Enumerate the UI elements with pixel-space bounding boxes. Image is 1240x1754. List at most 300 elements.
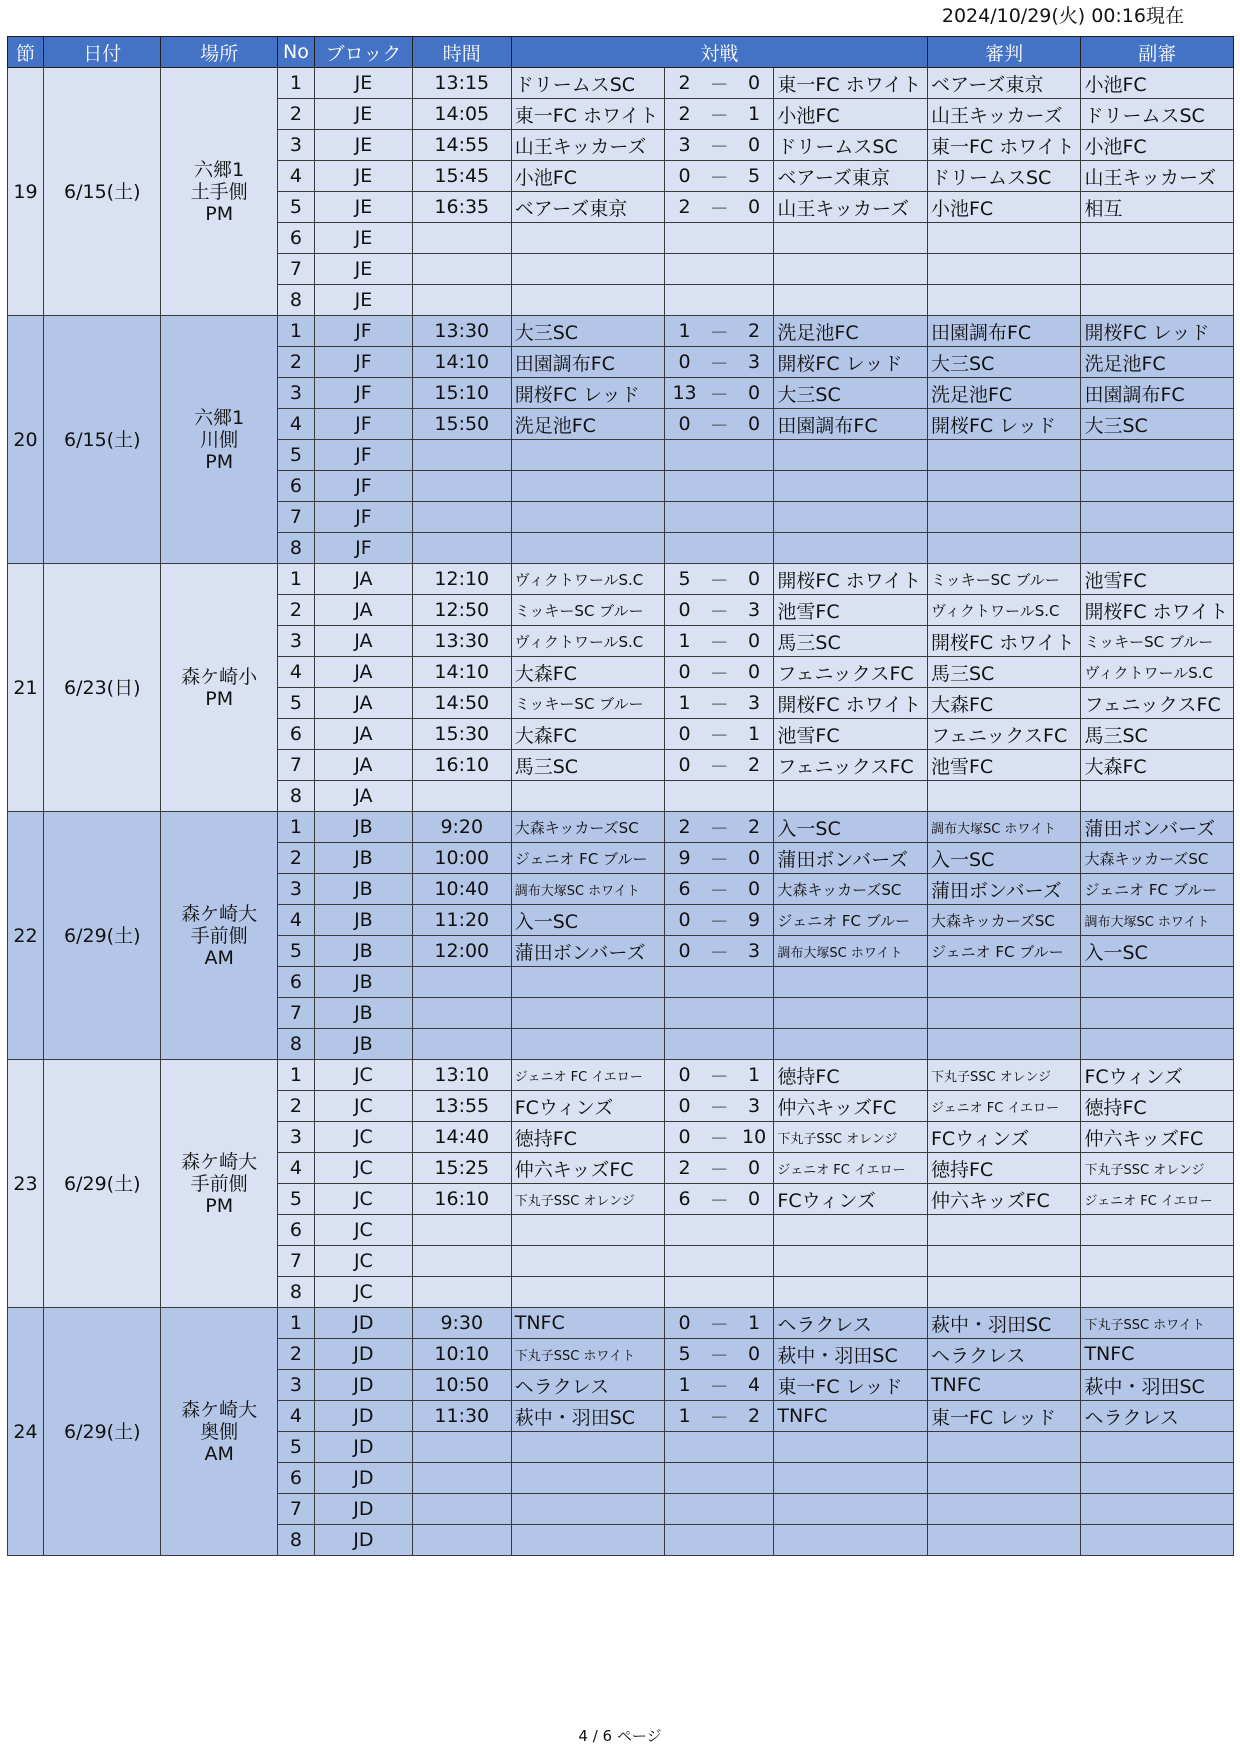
away-team-cell: 洗足池FC (774, 316, 928, 347)
away-score-cell: 0 (735, 626, 774, 657)
score-dash-cell: － (704, 1091, 735, 1122)
block-cell: JB (314, 905, 412, 936)
score-dash-cell (704, 1215, 735, 1246)
home-team-cell: ジェニオ FC イエロー (511, 1060, 665, 1091)
table-row (8, 68, 1234, 99)
place-cell (161, 68, 277, 316)
date-cell: 6/15(土) (44, 68, 161, 316)
date-cell: 6/29(土) (44, 1060, 161, 1308)
home-score-cell: 3 (665, 130, 704, 161)
time-cell: 12:10 (412, 564, 511, 595)
assistant-cell (1081, 998, 1234, 1029)
home-team-cell: 大森FC (511, 719, 665, 750)
score-dash-cell: － (704, 161, 735, 192)
block-cell: JA (314, 781, 412, 812)
home-team-cell: 徳持FC (511, 1122, 665, 1153)
no-cell: 3 (277, 1370, 314, 1401)
score-dash-cell (704, 998, 735, 1029)
home-team-cell: 田園調布FC (511, 347, 665, 378)
assistant-cell: 洗足池FC (1081, 347, 1234, 378)
away-team-cell: ベアーズ東京 (774, 161, 928, 192)
referee-cell (927, 967, 1081, 998)
referee-cell (927, 1525, 1081, 1556)
score-dash-cell (704, 502, 735, 533)
no-cell: 7 (277, 1494, 314, 1525)
no-cell: 1 (277, 564, 314, 595)
score-dash-cell (704, 1432, 735, 1463)
time-cell: 10:10 (412, 1339, 511, 1370)
home-score-cell: 2 (665, 192, 704, 223)
assistant-cell: 池雪FC (1081, 564, 1234, 595)
score-dash-cell: － (704, 192, 735, 223)
home-team-cell: ミッキーSC ブルー (511, 688, 665, 719)
header-place: 場所 (161, 37, 277, 68)
score-dash-cell (704, 1029, 735, 1060)
away-score-cell: 0 (735, 564, 774, 595)
no-cell: 5 (277, 192, 314, 223)
place-cell (161, 1060, 277, 1308)
header-row (8, 37, 1234, 68)
home-team-cell: 洗足池FC (511, 409, 665, 440)
home-team-cell: ジェニオ FC ブルー (511, 843, 665, 874)
time-cell (412, 440, 511, 471)
schedule-body (8, 68, 1234, 1556)
block-cell: JE (314, 130, 412, 161)
assistant-cell (1081, 1029, 1234, 1060)
home-score-cell: 0 (665, 750, 704, 781)
assistant-cell: 田園調布FC (1081, 378, 1234, 409)
away-team-cell: 大三SC (774, 378, 928, 409)
no-cell: 4 (277, 1401, 314, 1432)
referee-cell (927, 533, 1081, 564)
no-cell: 3 (277, 874, 314, 905)
away-team-cell: ジェニオ FC ブルー (774, 905, 928, 936)
no-cell: 8 (277, 781, 314, 812)
home-team-cell (511, 285, 665, 316)
assistant-cell (1081, 223, 1234, 254)
home-score-cell (665, 1277, 704, 1308)
block-cell: JC (314, 1122, 412, 1153)
no-cell: 2 (277, 99, 314, 130)
time-cell: 15:25 (412, 1153, 511, 1184)
home-team-cell: 小池FC (511, 161, 665, 192)
assistant-cell: 馬三SC (1081, 719, 1234, 750)
home-score-cell (665, 1432, 704, 1463)
home-team-cell (511, 1525, 665, 1556)
time-cell: 10:50 (412, 1370, 511, 1401)
score-dash-cell: － (704, 1370, 735, 1401)
place-line: 土手側 (190, 180, 248, 203)
referee-cell: フェニックスFC (927, 719, 1081, 750)
assistant-cell: 小池FC (1081, 130, 1234, 161)
score-dash-cell: － (704, 99, 735, 130)
away-team-cell: 開桜FC ホワイト (774, 564, 928, 595)
block-cell: JD (314, 1339, 412, 1370)
home-score-cell: 0 (665, 936, 704, 967)
no-cell: 8 (277, 1277, 314, 1308)
home-score-cell: 13 (665, 378, 704, 409)
score-dash-cell (704, 223, 735, 254)
home-team-cell: ヴィクトワールS.C (511, 564, 665, 595)
home-score-cell: 6 (665, 1184, 704, 1215)
assistant-cell (1081, 502, 1234, 533)
home-team-cell: 入一SC (511, 905, 665, 936)
time-cell (412, 1029, 511, 1060)
block-cell: JC (314, 1060, 412, 1091)
referee-cell: ジェニオ FC ブルー (927, 936, 1081, 967)
no-cell: 6 (277, 1215, 314, 1246)
assistant-cell: 開桜FC レッド (1081, 316, 1234, 347)
table-row (8, 564, 1234, 595)
block-cell: JC (314, 1277, 412, 1308)
home-team-cell (511, 998, 665, 1029)
home-team-cell: TNFC (511, 1308, 665, 1339)
home-score-cell: 5 (665, 1339, 704, 1370)
home-score-cell: 1 (665, 1401, 704, 1432)
assistant-cell: 入一SC (1081, 936, 1234, 967)
place-cell (161, 812, 277, 1060)
referee-cell (927, 1029, 1081, 1060)
away-team-cell: 田園調布FC (774, 409, 928, 440)
away-score-cell: 2 (735, 316, 774, 347)
home-team-cell: ベアーズ東京 (511, 192, 665, 223)
block-cell: JD (314, 1494, 412, 1525)
no-cell: 3 (277, 626, 314, 657)
table-row (8, 1308, 1234, 1339)
away-team-cell: 小池FC (774, 99, 928, 130)
away-score-cell (735, 440, 774, 471)
score-dash-cell: － (704, 750, 735, 781)
block-cell: JA (314, 719, 412, 750)
referee-cell (927, 781, 1081, 812)
home-score-cell: 0 (665, 409, 704, 440)
no-cell: 7 (277, 750, 314, 781)
away-score-cell (735, 471, 774, 502)
no-cell: 5 (277, 936, 314, 967)
away-team-cell (774, 1494, 928, 1525)
score-dash-cell: － (704, 595, 735, 626)
score-dash-cell: － (704, 874, 735, 905)
away-team-cell (774, 781, 928, 812)
block-cell: JC (314, 1246, 412, 1277)
place-line: 森ケ崎大 (181, 1398, 258, 1421)
away-team-cell: ドリームスSC (774, 130, 928, 161)
away-score-cell: 0 (735, 874, 774, 905)
away-team-cell (774, 285, 928, 316)
time-cell: 16:10 (412, 1184, 511, 1215)
time-cell (412, 502, 511, 533)
block-cell: JB (314, 936, 412, 967)
away-team-cell (774, 967, 928, 998)
away-score-cell: 0 (735, 1153, 774, 1184)
no-cell: 1 (277, 68, 314, 99)
away-team-cell: フェニックスFC (774, 657, 928, 688)
time-cell (412, 1525, 511, 1556)
assistant-cell: ミッキーSC ブルー (1081, 626, 1234, 657)
block-cell: JB (314, 874, 412, 905)
block-cell: JF (314, 378, 412, 409)
away-score-cell (735, 781, 774, 812)
schedule-table (7, 36, 1234, 1556)
score-dash-cell (704, 967, 735, 998)
block-cell: JE (314, 161, 412, 192)
assistant-cell (1081, 285, 1234, 316)
assistant-cell: 小池FC (1081, 68, 1234, 99)
away-team-cell (774, 254, 928, 285)
referee-cell (927, 502, 1081, 533)
home-score-cell: 1 (665, 626, 704, 657)
assistant-cell (1081, 967, 1234, 998)
home-score-cell: 2 (665, 812, 704, 843)
time-cell: 11:30 (412, 1401, 511, 1432)
away-score-cell (735, 223, 774, 254)
assistant-cell: フェニックスFC (1081, 688, 1234, 719)
time-cell (412, 223, 511, 254)
away-score-cell: 1 (735, 1308, 774, 1339)
home-team-cell (511, 254, 665, 285)
referee-cell (927, 1432, 1081, 1463)
time-cell: 10:00 (412, 843, 511, 874)
header-match: 対戦 (511, 37, 927, 68)
away-score-cell: 2 (735, 812, 774, 843)
away-team-cell: FCウィンズ (774, 1184, 928, 1215)
away-team-cell: 入一SC (774, 812, 928, 843)
time-cell: 9:30 (412, 1308, 511, 1339)
block-cell: JB (314, 1029, 412, 1060)
time-cell (412, 533, 511, 564)
away-team-cell (774, 1432, 928, 1463)
assistant-cell: ドリームスSC (1081, 99, 1234, 130)
place-line: AM (204, 1442, 234, 1465)
home-team-cell: 萩中・羽田SC (511, 1401, 665, 1432)
home-team-cell (511, 1215, 665, 1246)
home-score-cell (665, 1215, 704, 1246)
setsu-cell: 24 (8, 1308, 44, 1556)
home-team-cell (511, 1494, 665, 1525)
away-team-cell (774, 1525, 928, 1556)
referee-cell: 調布大塚SC ホワイト (927, 812, 1081, 843)
away-team-cell (774, 1215, 928, 1246)
referee-cell: 開桜FC ホワイト (927, 626, 1081, 657)
assistant-cell: 下丸子SSC ホワイト (1081, 1308, 1234, 1339)
time-cell (412, 1463, 511, 1494)
referee-cell: TNFC (927, 1370, 1081, 1401)
away-team-cell (774, 1463, 928, 1494)
referee-cell: 馬三SC (927, 657, 1081, 688)
place-line: AM (204, 946, 234, 969)
time-cell: 14:55 (412, 130, 511, 161)
time-cell (412, 285, 511, 316)
no-cell: 2 (277, 347, 314, 378)
place-line: PM (205, 687, 234, 710)
assistant-cell: 下丸子SSC オレンジ (1081, 1153, 1234, 1184)
no-cell: 2 (277, 1339, 314, 1370)
away-score-cell: 2 (735, 1401, 774, 1432)
no-cell: 3 (277, 1122, 314, 1153)
away-score-cell (735, 1029, 774, 1060)
assistant-cell (1081, 440, 1234, 471)
home-team-cell: 下丸子SSC オレンジ (511, 1184, 665, 1215)
home-score-cell (665, 471, 704, 502)
away-team-cell: 山王キッカーズ (774, 192, 928, 223)
date-cell: 6/29(土) (44, 1308, 161, 1556)
score-dash-cell: － (704, 1308, 735, 1339)
place-line: 奥側 (200, 1420, 239, 1443)
home-team-cell: 大森FC (511, 657, 665, 688)
referee-cell: FCウィンズ (927, 1122, 1081, 1153)
score-dash-cell: － (704, 1122, 735, 1153)
no-cell: 7 (277, 254, 314, 285)
no-cell: 2 (277, 595, 314, 626)
away-score-cell (735, 254, 774, 285)
away-score-cell: 0 (735, 130, 774, 161)
place-cell (161, 316, 277, 564)
time-cell: 11:20 (412, 905, 511, 936)
place-line: 手前側 (190, 1172, 248, 1195)
home-score-cell: 1 (665, 688, 704, 719)
home-score-cell: 0 (665, 719, 704, 750)
referee-cell: 開桜FC レッド (927, 409, 1081, 440)
time-cell: 16:10 (412, 750, 511, 781)
assistant-cell: ジェニオ FC ブルー (1081, 874, 1234, 905)
block-cell: JF (314, 347, 412, 378)
home-score-cell (665, 285, 704, 316)
away-team-cell: 東一FC レッド (774, 1370, 928, 1401)
time-cell: 15:30 (412, 719, 511, 750)
home-score-cell (665, 533, 704, 564)
away-team-cell (774, 1246, 928, 1277)
away-team-cell: 大森キッカーズSC (774, 874, 928, 905)
no-cell: 4 (277, 409, 314, 440)
score-dash-cell: － (704, 1184, 735, 1215)
referee-cell: 田園調布FC (927, 316, 1081, 347)
away-team-cell: 萩中・羽田SC (774, 1339, 928, 1370)
assistant-cell (1081, 1494, 1234, 1525)
home-score-cell (665, 998, 704, 1029)
no-cell: 5 (277, 688, 314, 719)
no-cell: 6 (277, 719, 314, 750)
score-dash-cell: － (704, 68, 735, 99)
home-team-cell (511, 1463, 665, 1494)
header-assistant: 副審 (1081, 37, 1234, 68)
time-cell (412, 967, 511, 998)
referee-cell: ドリームスSC (927, 161, 1081, 192)
home-team-cell: 馬三SC (511, 750, 665, 781)
away-score-cell (735, 285, 774, 316)
away-team-cell (774, 440, 928, 471)
place-line: 六郷1 (194, 158, 245, 181)
block-cell: JE (314, 68, 412, 99)
block-cell: JA (314, 750, 412, 781)
referee-cell: 小池FC (927, 192, 1081, 223)
home-score-cell (665, 781, 704, 812)
referee-cell: 大森FC (927, 688, 1081, 719)
time-cell: 16:35 (412, 192, 511, 223)
away-team-cell: ジェニオ FC イエロー (774, 1153, 928, 1184)
referee-cell (927, 471, 1081, 502)
time-cell: 10:40 (412, 874, 511, 905)
home-score-cell: 0 (665, 905, 704, 936)
block-cell: JF (314, 502, 412, 533)
home-score-cell (665, 223, 704, 254)
assistant-cell (1081, 1525, 1234, 1556)
header-no: No (277, 37, 314, 68)
block-cell: JF (314, 409, 412, 440)
block-cell: JB (314, 998, 412, 1029)
time-cell: 13:30 (412, 316, 511, 347)
assistant-cell (1081, 1432, 1234, 1463)
no-cell: 6 (277, 1463, 314, 1494)
home-score-cell: 0 (665, 161, 704, 192)
block-cell: JC (314, 1153, 412, 1184)
header-date: 日付 (44, 37, 161, 68)
away-score-cell: 3 (735, 1091, 774, 1122)
away-score-cell: 0 (735, 843, 774, 874)
block-cell: JA (314, 595, 412, 626)
home-team-cell (511, 502, 665, 533)
score-dash-cell (704, 1494, 735, 1525)
referee-cell (927, 1494, 1081, 1525)
no-cell: 4 (277, 161, 314, 192)
home-score-cell (665, 1246, 704, 1277)
assistant-cell (1081, 1277, 1234, 1308)
no-cell: 4 (277, 657, 314, 688)
place-line: PM (205, 450, 234, 473)
block-cell: JE (314, 223, 412, 254)
referee-cell: ヘラクレス (927, 1339, 1081, 1370)
score-dash-cell: － (704, 316, 735, 347)
referee-cell: 徳持FC (927, 1153, 1081, 1184)
assistant-cell: 山王キッカーズ (1081, 161, 1234, 192)
home-team-cell: ドリームスSC (511, 68, 665, 99)
setsu-cell: 22 (8, 812, 44, 1060)
place-cell (161, 1308, 277, 1556)
score-dash-cell: － (704, 626, 735, 657)
setsu-cell: 19 (8, 68, 44, 316)
no-cell: 4 (277, 905, 314, 936)
referee-cell: 蒲田ボンバーズ (927, 874, 1081, 905)
timestamp: 2024/10/29(火) 00:16現在 (941, 5, 1184, 27)
no-cell: 7 (277, 502, 314, 533)
referee-cell: 大三SC (927, 347, 1081, 378)
home-team-cell (511, 440, 665, 471)
no-cell: 3 (277, 378, 314, 409)
place-line: PM (205, 202, 234, 225)
assistant-cell (1081, 1463, 1234, 1494)
no-cell: 7 (277, 998, 314, 1029)
away-score-cell: 0 (735, 657, 774, 688)
score-dash-cell: － (704, 812, 735, 843)
score-dash-cell (704, 1463, 735, 1494)
referee-cell: 池雪FC (927, 750, 1081, 781)
away-team-cell (774, 502, 928, 533)
time-cell (412, 1215, 511, 1246)
assistant-cell: ジェニオ FC イエロー (1081, 1184, 1234, 1215)
assistant-cell (1081, 533, 1234, 564)
time-cell (412, 1494, 511, 1525)
home-score-cell: 6 (665, 874, 704, 905)
home-score-cell: 0 (665, 657, 704, 688)
referee-cell: 東一FC ホワイト (927, 130, 1081, 161)
home-team-cell: ヴィクトワールS.C (511, 626, 665, 657)
time-cell: 13:55 (412, 1091, 511, 1122)
header-block: ブロック (314, 37, 412, 68)
home-team-cell: 大森キッカーズSC (511, 812, 665, 843)
home-team-cell: 仲六キッズFC (511, 1153, 665, 1184)
away-team-cell: 池雪FC (774, 719, 928, 750)
referee-cell: 大森キッカーズSC (927, 905, 1081, 936)
time-cell: 12:00 (412, 936, 511, 967)
